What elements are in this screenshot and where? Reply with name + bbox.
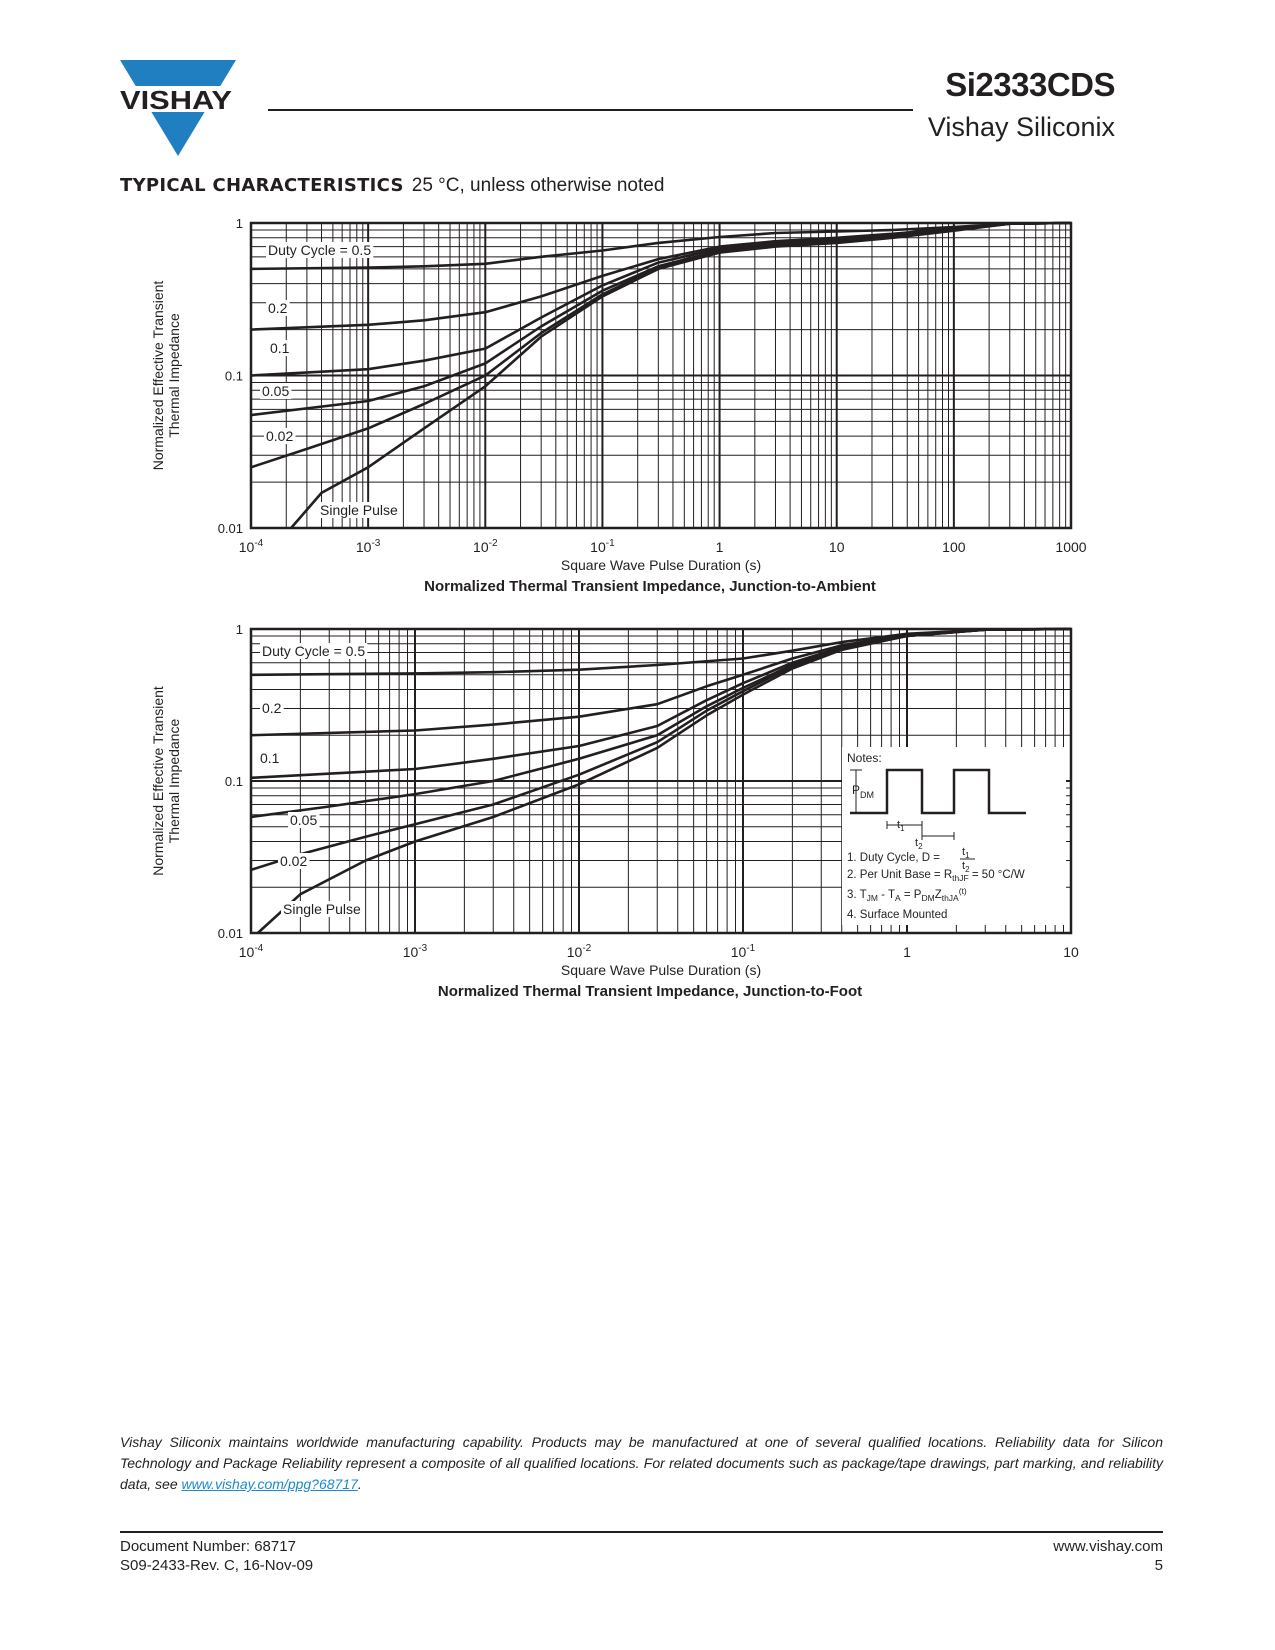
y-tick-label: 1	[235, 216, 243, 231]
x-tick-label: 10	[1063, 944, 1079, 960]
y-axis-label-line1: Normalized Effective Transient	[150, 280, 166, 471]
website[interactable]: www.vishay.com	[1053, 1538, 1163, 1555]
series-label-0-1: 0.1	[270, 340, 290, 356]
x-tick-label: $10^{-1}$	[730, 943, 756, 960]
y-axis-label-line2: Thermal Impedance	[166, 718, 182, 844]
fraction-t1: $t_1$	[962, 846, 970, 860]
x-tick-label: 100	[942, 539, 966, 555]
footer-left	[120, 1537, 313, 1575]
notes-box	[842, 747, 1066, 925]
ppg-link[interactable]: www.vishay.com/ppg?68717	[181, 1476, 358, 1492]
part-number: Si2333CDS	[945, 66, 1115, 103]
note-item: 1. Duty Cycle, D =	[847, 852, 940, 864]
y-tick-label: 0.1	[224, 774, 243, 789]
x-tick-label: 10	[828, 539, 845, 555]
footer-disclaimer	[120, 1432, 1163, 1495]
x-tick-label: $10^{-3}$	[355, 538, 381, 555]
section-condition: 25 °C, unless otherwise noted	[411, 175, 665, 196]
x-tick-label: $10^{-2}$	[566, 943, 592, 960]
document-number: Document Number: 68717	[120, 1538, 296, 1555]
footer-disclaimer-text: Vishay Siliconix maintains worldwide manufacturing capability. Products may be manufactured at one of several qualified locations. Reliability data for Silicon Technology and Package Reliability represent a composite of all qualified locations. For related documents such as package/tape drawings, part marking, and reliability data, see	[120, 1434, 1163, 1492]
revision: S09-2433-Rev. C, 16-Nov-09	[120, 1557, 314, 1574]
series-label-duty-cycle-0-5: Duty Cycle = 0.5	[262, 643, 366, 659]
series-label-single-pulse: Single Pulse	[283, 901, 361, 917]
y-tick-label: 0.01	[217, 521, 243, 536]
series-label-0-2: 0.2	[268, 300, 288, 316]
header-divider	[268, 109, 913, 111]
manufacturer-name: Vishay Siliconix	[927, 112, 1115, 142]
footer-disclaimer-end: .	[357, 1476, 362, 1492]
chart-title: Normalized Thermal Transient Impedance, Junction-to-Foot	[437, 983, 863, 1000]
fraction-t2: $t_2$	[962, 860, 970, 874]
note-item: 3. $T_{JM} - T_A = P_{DM}Z_{thJA}^{(t)}$	[847, 886, 967, 903]
series-label-0-05: 0.05	[290, 812, 318, 828]
series-label-0-2: 0.2	[262, 700, 282, 716]
series-label-0-1: 0.1	[260, 750, 280, 766]
y-axis-label-line1: Normalized Effective Transient	[150, 686, 166, 876]
chart-junction-to-foot	[0, 622, 1275, 1060]
pdm-label: $P_{DM}$	[852, 783, 875, 800]
notes-heading: Notes:	[847, 751, 882, 765]
note-item: 2. Per Unit Base = $R_{thJF} = 50$ °C/W	[847, 869, 1025, 883]
chart-junction-to-ambient	[0, 200, 1275, 630]
logo-text: VISHAY	[120, 85, 232, 115]
page-number: 5	[1154, 1557, 1163, 1574]
x-tick-label: 1	[903, 944, 911, 960]
x-axis-label: Square Wave Pulse Duration (s)	[560, 962, 762, 978]
footer-right	[1053, 1537, 1163, 1575]
series-label-single-pulse: Single Pulse	[320, 502, 398, 518]
x-axis-label: Square Wave Pulse Duration (s)	[560, 557, 762, 573]
section-heading	[120, 175, 664, 197]
note-item: 4. Surface Mounted	[847, 909, 948, 921]
y-tick-label: 1	[235, 622, 243, 637]
vishay-logo	[118, 60, 238, 160]
series-label-0-02: 0.02	[280, 853, 308, 869]
series-label-0-05: 0.05	[262, 383, 290, 399]
section-title: TYPICAL CHARACTERISTICS	[120, 175, 404, 196]
series-line-0-2	[251, 629, 1071, 735]
x-tick-label: 1000	[1055, 539, 1087, 555]
chart-title: Normalized Thermal Transient Impedance, Junction-to-Ambient	[424, 578, 876, 595]
x-tick-label: $10^{-1}$	[590, 538, 615, 555]
series-label-0-02: 0.02	[266, 428, 294, 444]
footer-divider	[120, 1531, 1163, 1533]
x-tick-label: $10^{-4}$	[238, 943, 264, 960]
x-tick-label: $10^{-3}$	[402, 943, 428, 960]
x-tick-label: $10^{-2}$	[473, 538, 498, 555]
y-tick-label: 0.01	[217, 926, 243, 941]
t1-label: $t_1$	[897, 819, 905, 833]
x-tick-label: $10^{-4}$	[238, 538, 264, 555]
y-tick-label: 0.1	[224, 368, 243, 384]
x-tick-label: 1	[715, 539, 724, 555]
series-label-duty-cycle-0-5: Duty Cycle = 0.5	[268, 242, 372, 258]
t2-label: $t_2$	[915, 837, 923, 851]
y-axis-label-line2: Thermal Impedance	[166, 313, 182, 438]
